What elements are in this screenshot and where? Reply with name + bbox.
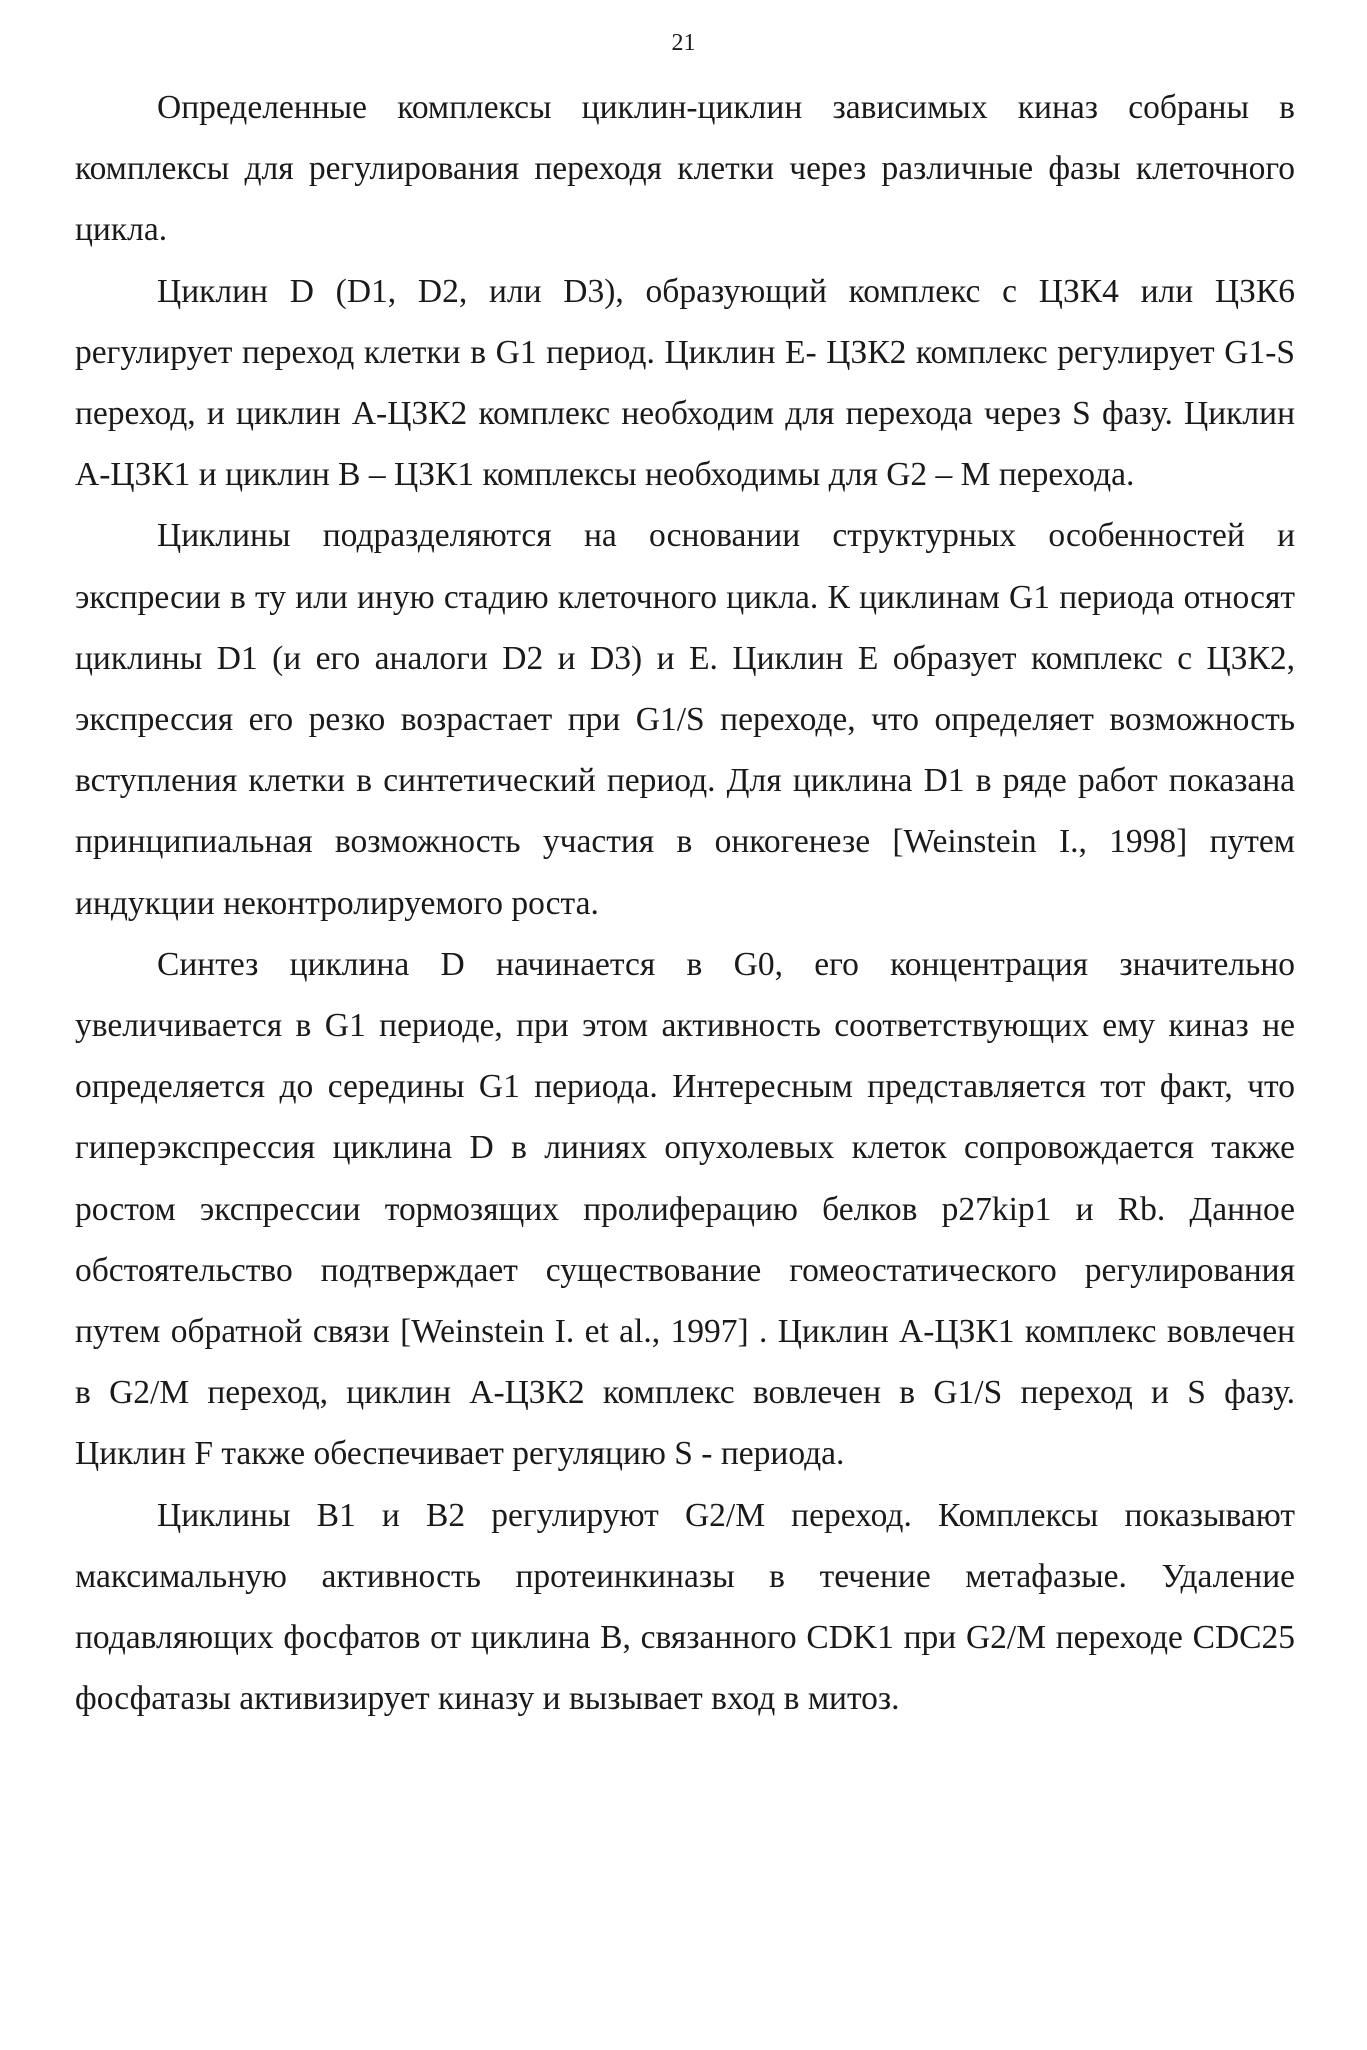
page-number: 21 <box>671 30 696 56</box>
body-text <box>75 77 1295 1729</box>
paragraph-5: Циклины В1 и В2 регулируют G2/M переход. Комплексы показывают максимальную активность протеинкиназы в течение метафазые. Удаление подавляющих фосфатов от циклина В, связанного CDK1 при G2/M переходе CDC25 фосфатазы активизирует киназу и вызывает вход в митоз. <box>75 1496 1295 1718</box>
paragraph-3: Циклины подразделяются на основании структурных особенностей и экспресии в ту или иную стадию клеточного цикла. К циклинам G1 периода относят циклины D1 (и его аналоги D2 и D3) и Е. Циклин Е образует комплекс с ЦЗК2, экспрессия его резко возрастает при G1/S переходе, что определяет возможность вступления клетки в синтетический период. Для циклина D1 в ряде работ показана принципиальная возможность участия в онкогенезе [Weinstein I., 1998] путем индукции неконтролируемого роста. <box>75 517 1295 922</box>
paragraph-1: Определенные комплексы циклин-циклин зависимых киназ собраны в комплексы для регулирования переходя клетки через различные фазы клеточного цикла. <box>75 89 1295 249</box>
paragraph-4: Синтез циклина D начинается в G0, его концентрация значительно увеличивается в G1 периоде, при этом активность соответствующих ему киназ не определяется до середины G1 периода. Интересным представляется тот факт, что гиперэкспрессия циклина D в линиях опухолевых клеток сопровождается также ростом экспрессии тормозящих пролиферацию белков p27kip1 и Rb. Данное обстоятельство подтверждает существование гомеостатического регулирования путем обратной связи [Weinstein I. et al., 1997] . Циклин А-ЦЗК1 комплекс вовлечен в G2/M переход, циклин А-ЦЗК2 комплекс вовлечен в G1/S переход и S фазу. Циклин F также обеспечивает регуляцию S - периода. <box>75 945 1295 1473</box>
paragraph-2: Циклин D (D1, D2, или D3), образующий комплекс с ЦЗК4 или ЦЗК6 регулирует переход клетки в G1 период. Циклин Е- ЦЗК2 комплекс регулирует G1-S переход, и циклин А-ЦЗК2 комплекс необходим для перехода через S фазу. Циклин А-ЦЗК1 и циклин В – ЦЗК1 комплексы необходимы для G2 – М перехода. <box>75 272 1295 494</box>
